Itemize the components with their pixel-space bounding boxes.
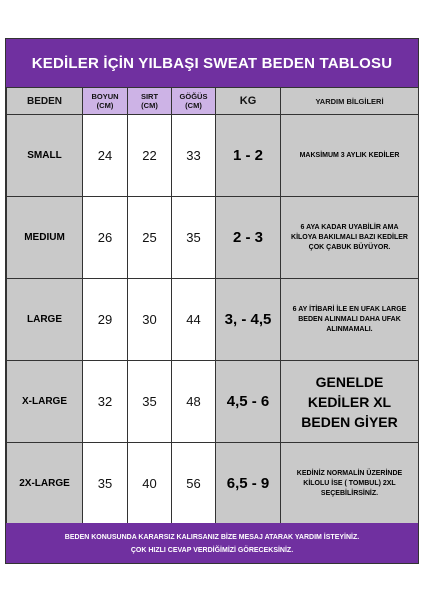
help-line: GENELDE — [315, 373, 384, 390]
table-row — [7, 197, 419, 279]
chest-cell: 33 — [172, 115, 216, 197]
help-line: 6 AYA KADAR UYABİLİR AMA — [300, 223, 399, 231]
header-chest — [172, 88, 216, 115]
help-line: BEDEN ALINMALI DAHA UFAK — [298, 315, 401, 323]
help-cell — [281, 361, 419, 443]
weight-cell: 3, - 4,5 — [216, 279, 281, 361]
footer-line: BEDEN KONUSUNDA KARARSIZ KALIRSANIZ BİZE MESAJ ATARAK YARDIM İSTEYİNİZ. — [64, 534, 360, 541]
help-line: BEDEN GİYER — [301, 413, 398, 430]
chest-cell: 56 — [172, 443, 216, 525]
length-cell: 24 — [83, 115, 128, 197]
length-cell: 29 — [83, 279, 128, 361]
table-row — [7, 443, 419, 525]
help-line: 6 AY İTİBARİ İLE EN UFAK LARGE — [292, 305, 407, 313]
weight-cell: 6,5 - 9 — [216, 443, 281, 525]
help-cell — [281, 279, 419, 361]
header-back — [128, 88, 172, 115]
length-cell: 35 — [83, 443, 128, 525]
chest-cell: 48 — [172, 361, 216, 443]
chest-cell: 35 — [172, 197, 216, 279]
size-cell: X-LARGE — [7, 361, 83, 443]
weight-cell: 4,5 - 6 — [216, 361, 281, 443]
length-cell: 32 — [83, 361, 128, 443]
help-cell — [281, 115, 419, 197]
help-cell — [281, 197, 419, 279]
footer-line: ÇOK HIZLI CEVAP VERDİĞİMİZİ GÖRECEKSİNİZ. — [130, 547, 294, 554]
help-line: KEDİNİZ NORMALİN ÜZERİNDE — [296, 469, 403, 477]
back-cell: 40 — [128, 443, 172, 525]
header-chest-unit: (CM) — [185, 101, 202, 110]
header-back-unit: (CM) — [141, 101, 158, 110]
header-weight: KG — [216, 88, 281, 115]
size-cell: 2X-LARGE — [7, 443, 83, 525]
size-cell: SMALL — [7, 115, 83, 197]
table-row — [7, 279, 419, 361]
help-cell — [281, 443, 419, 525]
header-help: YARDIM BİLGİLERİ — [281, 88, 419, 115]
table-row — [7, 361, 419, 443]
header-length-label: BOYUN — [91, 92, 119, 101]
back-cell: 30 — [128, 279, 172, 361]
header-row — [7, 88, 419, 115]
weight-cell: 1 - 2 — [216, 115, 281, 197]
table-row — [7, 115, 419, 197]
header-back-label: SIRT — [140, 92, 159, 101]
size-cell: LARGE — [7, 279, 83, 361]
header-length-unit: (CM) — [96, 101, 114, 110]
length-cell: 26 — [83, 197, 128, 279]
size-chart — [5, 38, 419, 564]
help-line: KİLOYA BAKILMALI BAZI KEDİLER — [291, 233, 408, 241]
chest-cell: 44 — [172, 279, 216, 361]
back-cell: 35 — [128, 361, 172, 443]
help-line: ALINMAMALI. — [326, 325, 373, 333]
header-chest-label: GÖĞÜS — [179, 92, 208, 101]
back-cell: 22 — [128, 115, 172, 197]
weight-cell: 2 - 3 — [216, 197, 281, 279]
header-size: BEDEN — [7, 88, 83, 115]
footer-note — [6, 523, 418, 563]
help-line: KİLOLU İSE ( TOMBUL) 2XL — [303, 479, 396, 487]
back-cell: 25 — [128, 197, 172, 279]
size-cell: MEDIUM — [7, 197, 83, 279]
help-line: KEDİLER XL — [307, 393, 392, 410]
header-length — [83, 88, 128, 115]
size-table — [6, 87, 419, 525]
chart-title: KEDİLER İÇİN YILBAŞI SWEAT BEDEN TABLOSU — [6, 39, 418, 87]
help-line: MAKSİMUM 3 AYLIK KEDİLER — [299, 151, 400, 159]
help-line: ÇOK ÇABUK BÜYÜYOR. — [308, 243, 391, 251]
help-line: SEÇEBİLİRSİNİZ. — [320, 489, 379, 497]
